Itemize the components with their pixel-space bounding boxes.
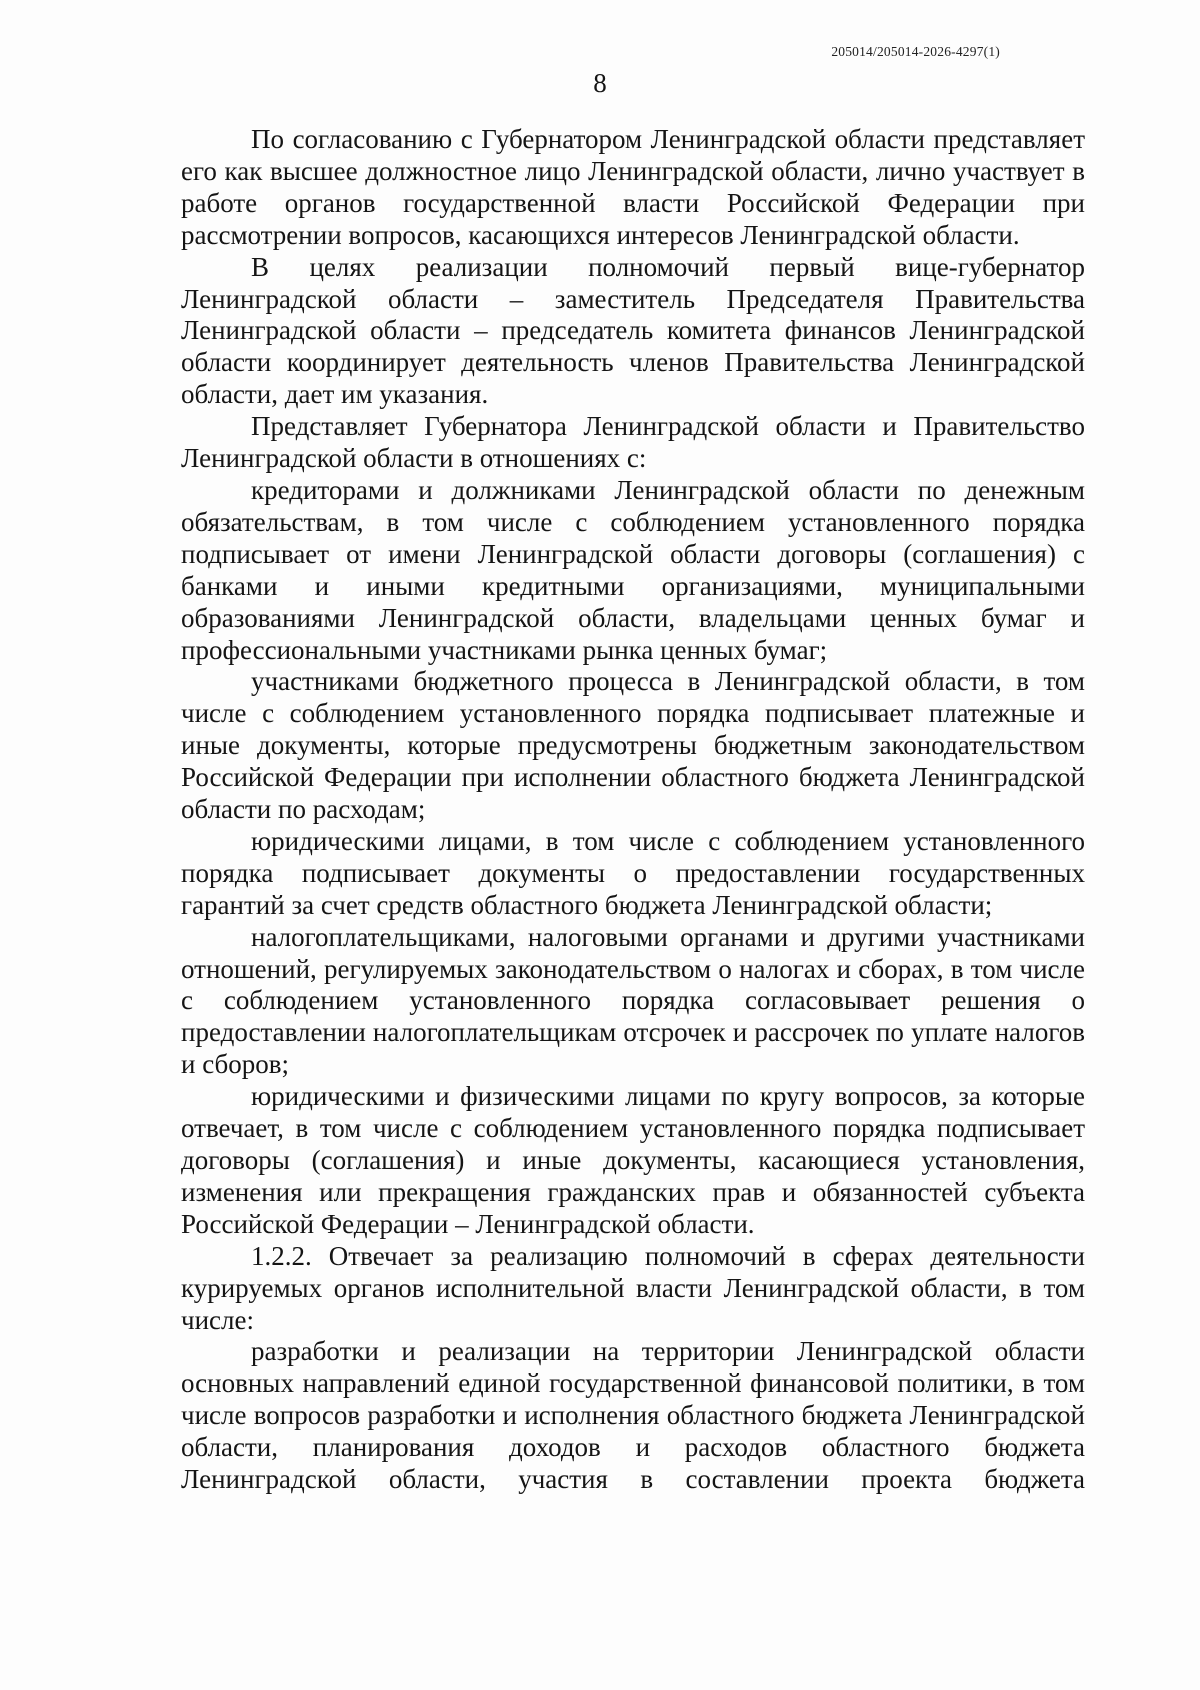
- paragraph: участниками бюджетного процесса в Ленинградской области, в том числе с соблюдением установленного порядка подписывает платежные и иные документы, которые предусмотрены бюджетным законодательством Российской Федерации при исполнении областного бюджета Ленинградской области по расходам;: [181, 666, 1085, 825]
- paragraph: юридическими лицами, в том числе с соблюдением установленного порядка подписывает документы о предоставлении государственных гарантий за счет средств областного бюджета Ленинградской области;: [181, 825, 1085, 920]
- document-id: 205014/205014-2026-4297(1): [831, 44, 1000, 59]
- paragraph: 1.2.2. Отвечает за реализацию полномочий в сферах деятельности курируемых органов исполнительной власти Ленинградской области, в том числе:: [181, 1240, 1085, 1335]
- paragraph: разработки и реализации на территории Ленинградской области основных направлений единой государственной финансовой политики, в том числе вопросов разработки и исполнения областного бюджета Ленинградской области, планирования доходов и расходов областного бюджета Ленинградской области, участия в составлении проекта бюджета: [181, 1336, 1085, 1495]
- paragraph: налогоплательщиками, налоговыми органами и другими участниками отношений, регулируемых законодательством о налогах и сборах, в том числе с соблюдением установленного порядка согласовывает решения о предоставлении налогоплательщикам отсрочек и рассрочек по уплате налогов и сборов;: [181, 921, 1085, 1080]
- paragraph: юридическими и физическими лицами по кругу вопросов, за которые отвечает, в том числе с соблюдением установленного порядка подписывает договоры (соглашения) и иные документы, касающиеся установления, изменения или прекращения гражданских прав и обязанностей субъекта Российской Федерации – Ленинградской области.: [181, 1081, 1085, 1239]
- paragraph: В целях реализации полномочий первый вице-губернатор Ленинградской области – заместитель Председателя Правительства Ленинградской области – председатель комитета финансов Ленинградской области координирует деятельность членов Правительства Ленинградской области, дает им указания.: [181, 251, 1085, 410]
- page-number: 8: [593, 68, 607, 98]
- document-body: [181, 124, 1085, 1496]
- paragraph: Представляет Губернатора Ленинградской области и Правительство Ленинградской области в отношениях с:: [181, 411, 1085, 474]
- paragraph: По согласованию с Губернатором Ленинградской области представляет его как высшее должностное лицо Ленинградской области, лично участвует в работе органов государственной власти Российской Федерации при рассмотрении вопросов, касающихся интересов Ленинградской области.: [181, 124, 1085, 250]
- paragraph: кредиторами и должниками Ленинградской области по денежным обязательствам, в том числе с соблюдением установленного порядка подписывает от имени Ленинградской области договоры (соглашения) с банками и иными кредитными организациями, муниципальными образованиями Ленинградской области, владельцами ценных бумаг и профессиональными участниками рынка ценных бумаг;: [181, 474, 1085, 665]
